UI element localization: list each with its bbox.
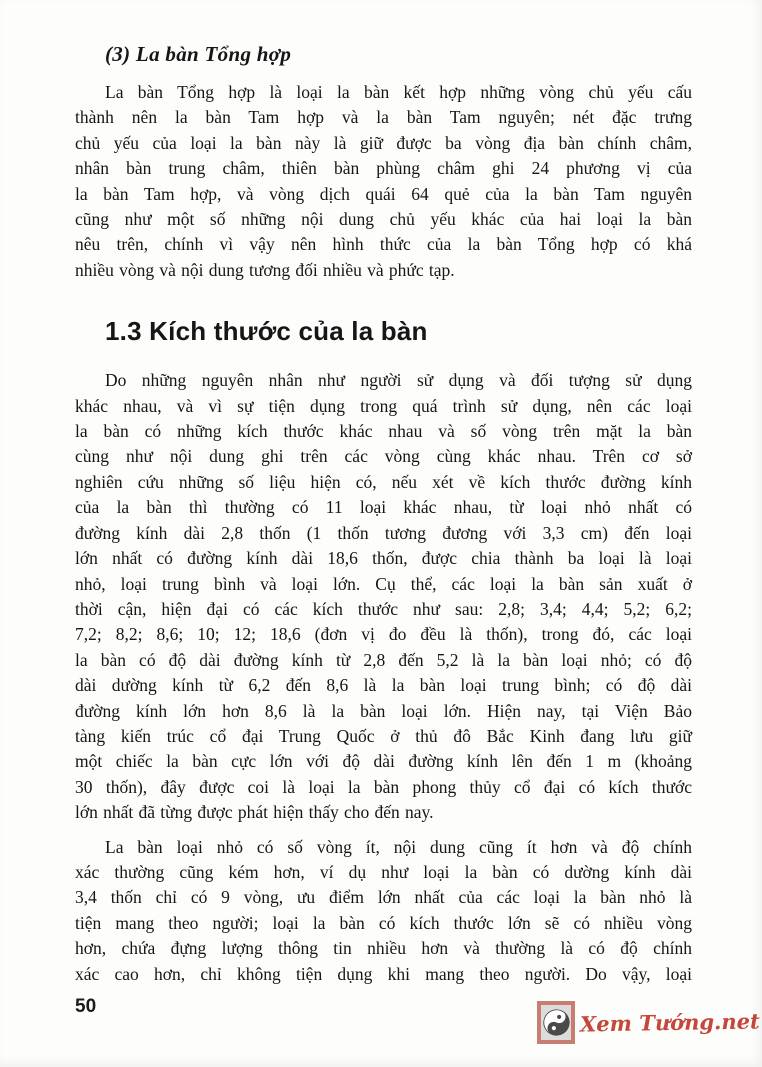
subsection-heading: (3) La bàn Tổng hợp <box>105 42 292 66</box>
text-line: Do những nguyên nhân như người sử dụng và đối tượng sử dụng <box>105 370 692 391</box>
text-line: tiện mang theo người; loại la bàn có kích thước lớn sẽ có nhiều vòng <box>75 912 692 933</box>
text-line: nêu trên, chính vì vậy nên hình thức của la bàn Tổng hợp có khá <box>75 234 692 255</box>
text-line: xác thường cũng kém hơn, ví dụ như loại la bàn có dường kính dài <box>75 861 692 882</box>
paragraph-kich-thuoc <box>75 368 692 825</box>
text-line: của la bàn thì thường có 11 loại khác nhau, từ loại nhỏ nhất có <box>75 497 692 518</box>
text-line: lớn nhất có đường kính dài 18,6 thốn, được chia thành ba loại là loại <box>75 548 692 569</box>
text-line: nhỏ, loại trung bình và loại lớn. Cụ thể, các loại la bàn sản xuất ở <box>75 573 692 594</box>
text-line: đường kính dài 2,8 thốn (1 thốn tương đương với 3,3 cm) đến loại <box>75 522 692 543</box>
watermark <box>537 1001 760 1044</box>
section-heading: 1.3 Kích thước của la bàn <box>105 316 428 347</box>
yin-yang-icon <box>537 1001 575 1044</box>
text-line: cùng như nội dung ghi trên các vòng cùng khác nhau. Trên cơ sở <box>75 446 692 467</box>
text-line: lớn nhất đã từng được phát hiện thấy cho đến nay. <box>75 802 434 823</box>
text-line: xác cao hơn, chỉ không tiện dụng khi mang theo người. Do vậy, loại <box>75 963 692 984</box>
text-line: nhân bàn trung châm, thiên bàn phùng châm ghi 24 phương vị của <box>75 158 692 179</box>
text-line: chủ yếu của loại la bàn này là giữ được ba vòng địa bàn chính châm, <box>75 132 692 153</box>
text-line: 30 thốn), đây được coi là loại la bàn phong thủy cổ đại có kích thước <box>75 776 692 797</box>
paragraph-la-ban-loai-nho <box>75 835 692 987</box>
text-line: đường kính lớn hơn 8,6 là la bàn loại lớn. Hiện nay, tại Viện Bảo <box>75 700 692 721</box>
text-line: 7,2; 8,2; 8,6; 10; 12; 18,6 (đơn vị đo đều là thốn), trong đó, các loại <box>75 624 692 645</box>
text-line: 3,4 thốn chỉ có 9 vòng, ưu điểm lớn nhất của các loại la bàn nhỏ là <box>75 887 692 908</box>
watermark-text: Xem Tướng.net <box>580 1008 761 1037</box>
text-line: thời cận, hiện đại có các kích thước như sau: 2,8; 3,4; 4,4; 5,2; 6,2; <box>75 598 692 619</box>
text-line: nghiên cứu những số liệu hiện có, nếu xét về kích thước đường kính <box>75 471 692 492</box>
paragraph-la-ban-tong-hop <box>75 80 692 283</box>
text-line: la bàn có những kích thước khác nhau và số vòng trên mặt la bàn <box>75 421 692 442</box>
text-line: khác nhau, và vì sự tiện dụng trong quá trình sử dụng, nên các loại <box>75 395 692 416</box>
text-line: la bàn Tam hợp, và vòng dịch quái 64 quẻ của la bàn Tam nguyên <box>75 183 692 204</box>
text-line: hơn, chứa đựng lượng thông tin nhiều hơn và thường là có độ chính <box>75 938 692 959</box>
text-line: La bàn Tổng hợp là loại la bàn kết hợp những vòng chủ yếu cấu <box>105 82 692 102</box>
text-line: cũng như một số những nội dung chủ yếu khác của hai loại la bàn <box>75 209 692 230</box>
text-line: một chiếc la bàn cực lớn với độ dài đường kính lên đến 1 m (khoảng <box>75 751 692 772</box>
text-line: thành nên la bàn Tam hợp và la bàn Tam nguyên; nét đặc trưng <box>75 107 692 128</box>
text-line: tàng kiến trúc cổ đại Trung Quốc ở thủ đô Bắc Kinh đang lưu giữ <box>75 725 692 746</box>
text-line: La bàn loại nhỏ có số vòng ít, nội dung cũng ít hơn và độ chính <box>105 836 692 857</box>
text-line: nhiều vòng và nội dung tương đối nhiều và phức tạp. <box>75 259 455 280</box>
text-line: dài dường kính từ 6,2 đến 8,6 là la bàn loại trung bình; có độ dài <box>75 675 692 696</box>
page-number: 50 <box>75 996 97 1017</box>
text-line: la bàn có độ dài đường kính từ 2,8 đến 5,2 là la bàn loại nhỏ; có độ <box>75 649 692 670</box>
